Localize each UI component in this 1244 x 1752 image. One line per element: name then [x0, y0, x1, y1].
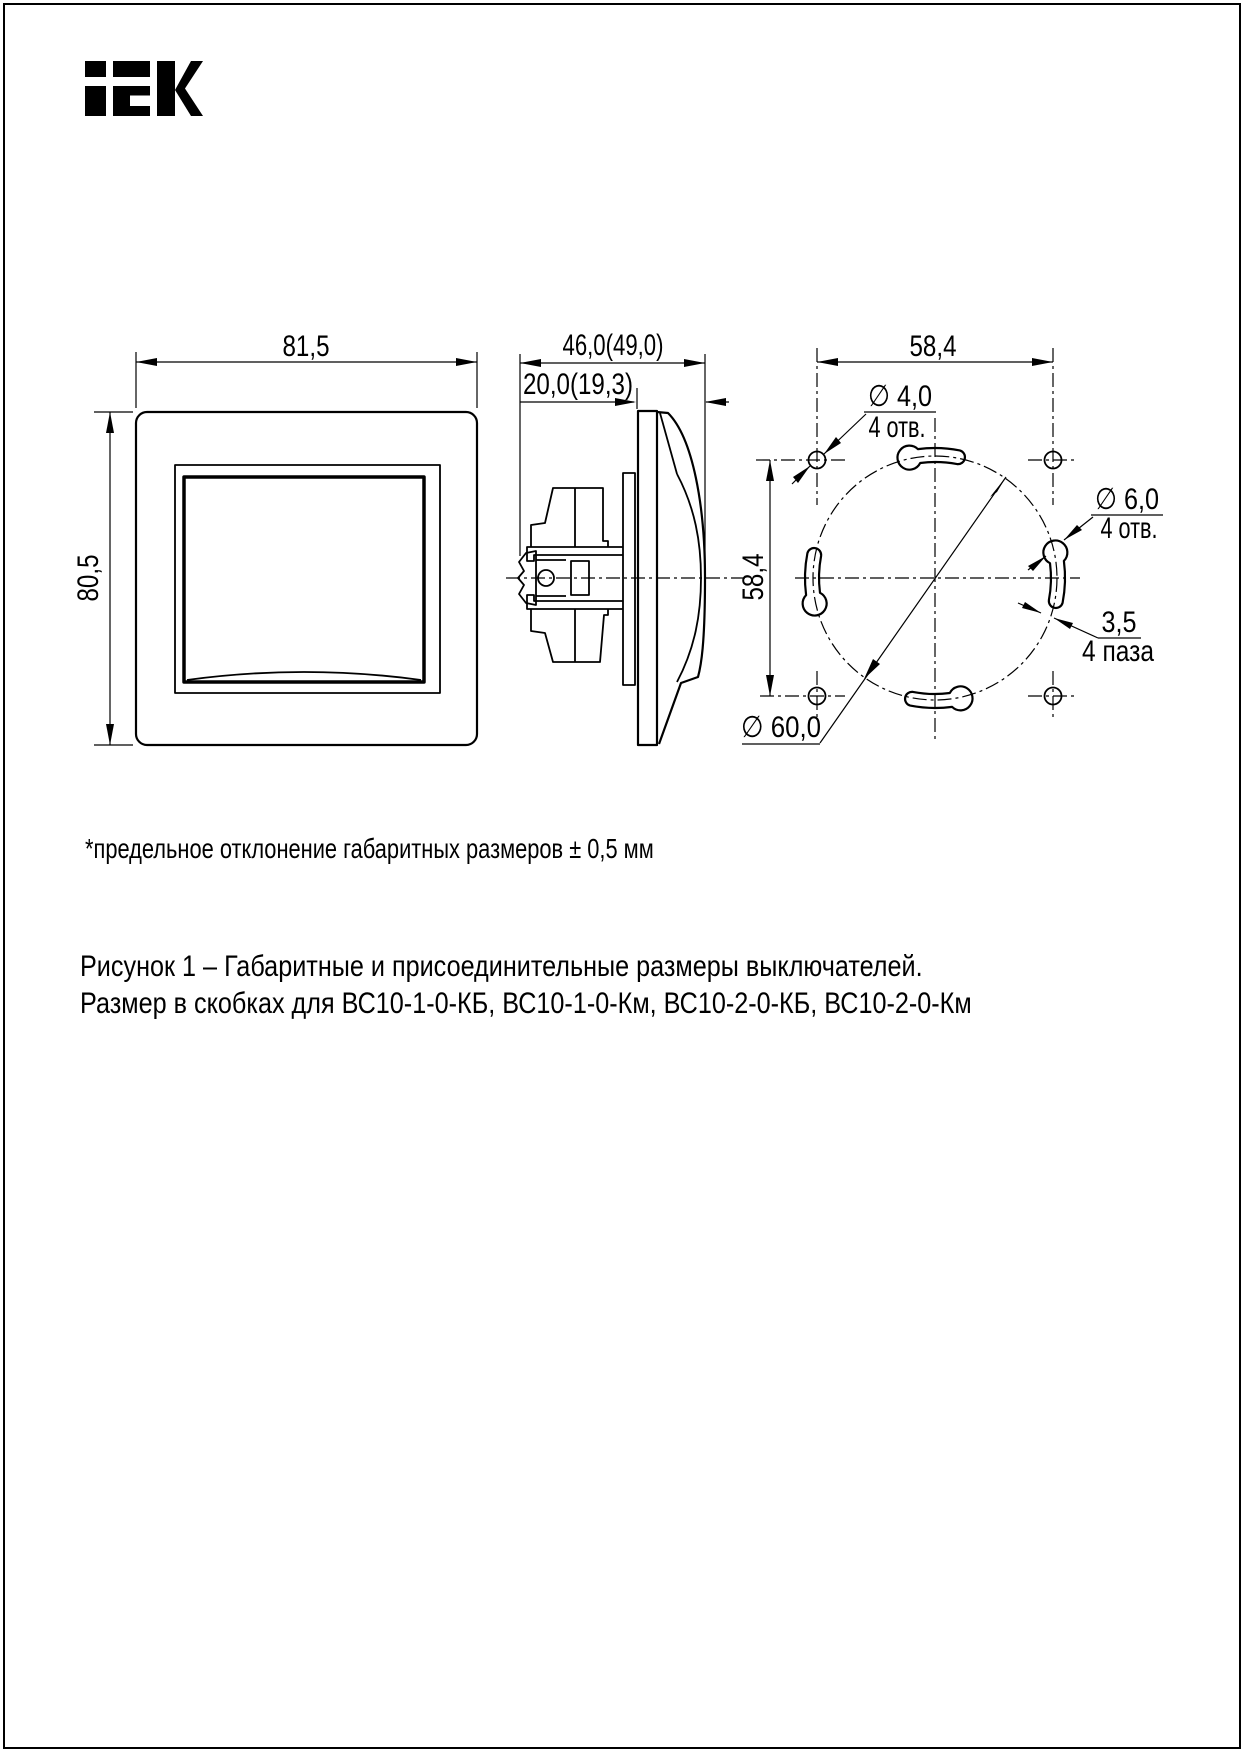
logo-i-stem	[85, 86, 106, 116]
hole-spacing-h-label: 58,4	[909, 330, 957, 363]
upper-flange	[527, 547, 623, 561]
hole-spacing-v-dimension	[737, 460, 774, 696]
caption-line-2: Размер в скобках для ВС10-1-0-КБ, ВС10-1-0-Км, ВС10-2-0-КБ, ВС10-2-0-Км	[80, 987, 972, 1020]
total-depth-dimension	[520, 329, 705, 582]
switch-frame	[136, 412, 477, 745]
claw-hole-count-label: 4 отв.	[1100, 512, 1158, 545]
figure-caption	[80, 948, 1142, 1022]
claw-hole-diameter-label: ∅ 6,0	[1095, 483, 1159, 516]
logo-k-upper-arm	[175, 61, 203, 90]
front-height-label: 80,5	[72, 543, 105, 602]
logo-i-dot	[85, 61, 106, 77]
arrow-left	[136, 358, 157, 366]
front-width-label: 81,5	[282, 330, 330, 363]
caption-line-1: Рисунок 1 – Габаритные и присоединительные размеры выключателей.	[80, 950, 923, 983]
screw-hole-diameter-label: ∅ 4,0	[868, 380, 932, 413]
logo-k-stem	[157, 61, 175, 116]
hole-spacing-v-label: 58,4	[737, 542, 770, 601]
rocker-key	[184, 477, 424, 682]
slot-width-callout	[1018, 602, 1154, 668]
arrow-top	[106, 412, 114, 433]
switch-mechanism	[518, 473, 635, 685]
width-dimension	[136, 330, 477, 408]
tolerance-note: *предельное отклонение габаритных размеров ± 0,5 мм	[85, 833, 654, 864]
rocker-surround	[175, 465, 440, 693]
slot-count-label: 4 паза	[1082, 635, 1155, 668]
arrow-bottom	[106, 724, 114, 745]
box-diameter-label: ∅ 60,0	[741, 711, 821, 744]
hole-spacing-h-dimension	[817, 330, 1053, 366]
logo-k-lower-arm	[175, 87, 203, 116]
height-dimension	[72, 412, 133, 745]
total-depth-label: 46,0(49,0)	[562, 329, 664, 362]
protrusion-depth-label: 20,0(19,3)	[523, 368, 633, 401]
logo-e-top	[113, 61, 150, 77]
screw-hole-count-label: 4 отв.	[868, 411, 926, 444]
lower-flange	[527, 595, 623, 609]
rocker-curve-line	[187, 672, 421, 680]
slot-width-label: 3,5	[1101, 606, 1137, 639]
arrow-right	[456, 358, 477, 366]
side-view	[506, 329, 748, 745]
mounting-view	[737, 330, 1163, 744]
support-strip	[623, 473, 635, 685]
logo-e-body	[113, 86, 150, 116]
protrusion-depth-dimension	[520, 368, 729, 409]
iek-logo	[85, 61, 203, 116]
front-view	[72, 330, 477, 745]
